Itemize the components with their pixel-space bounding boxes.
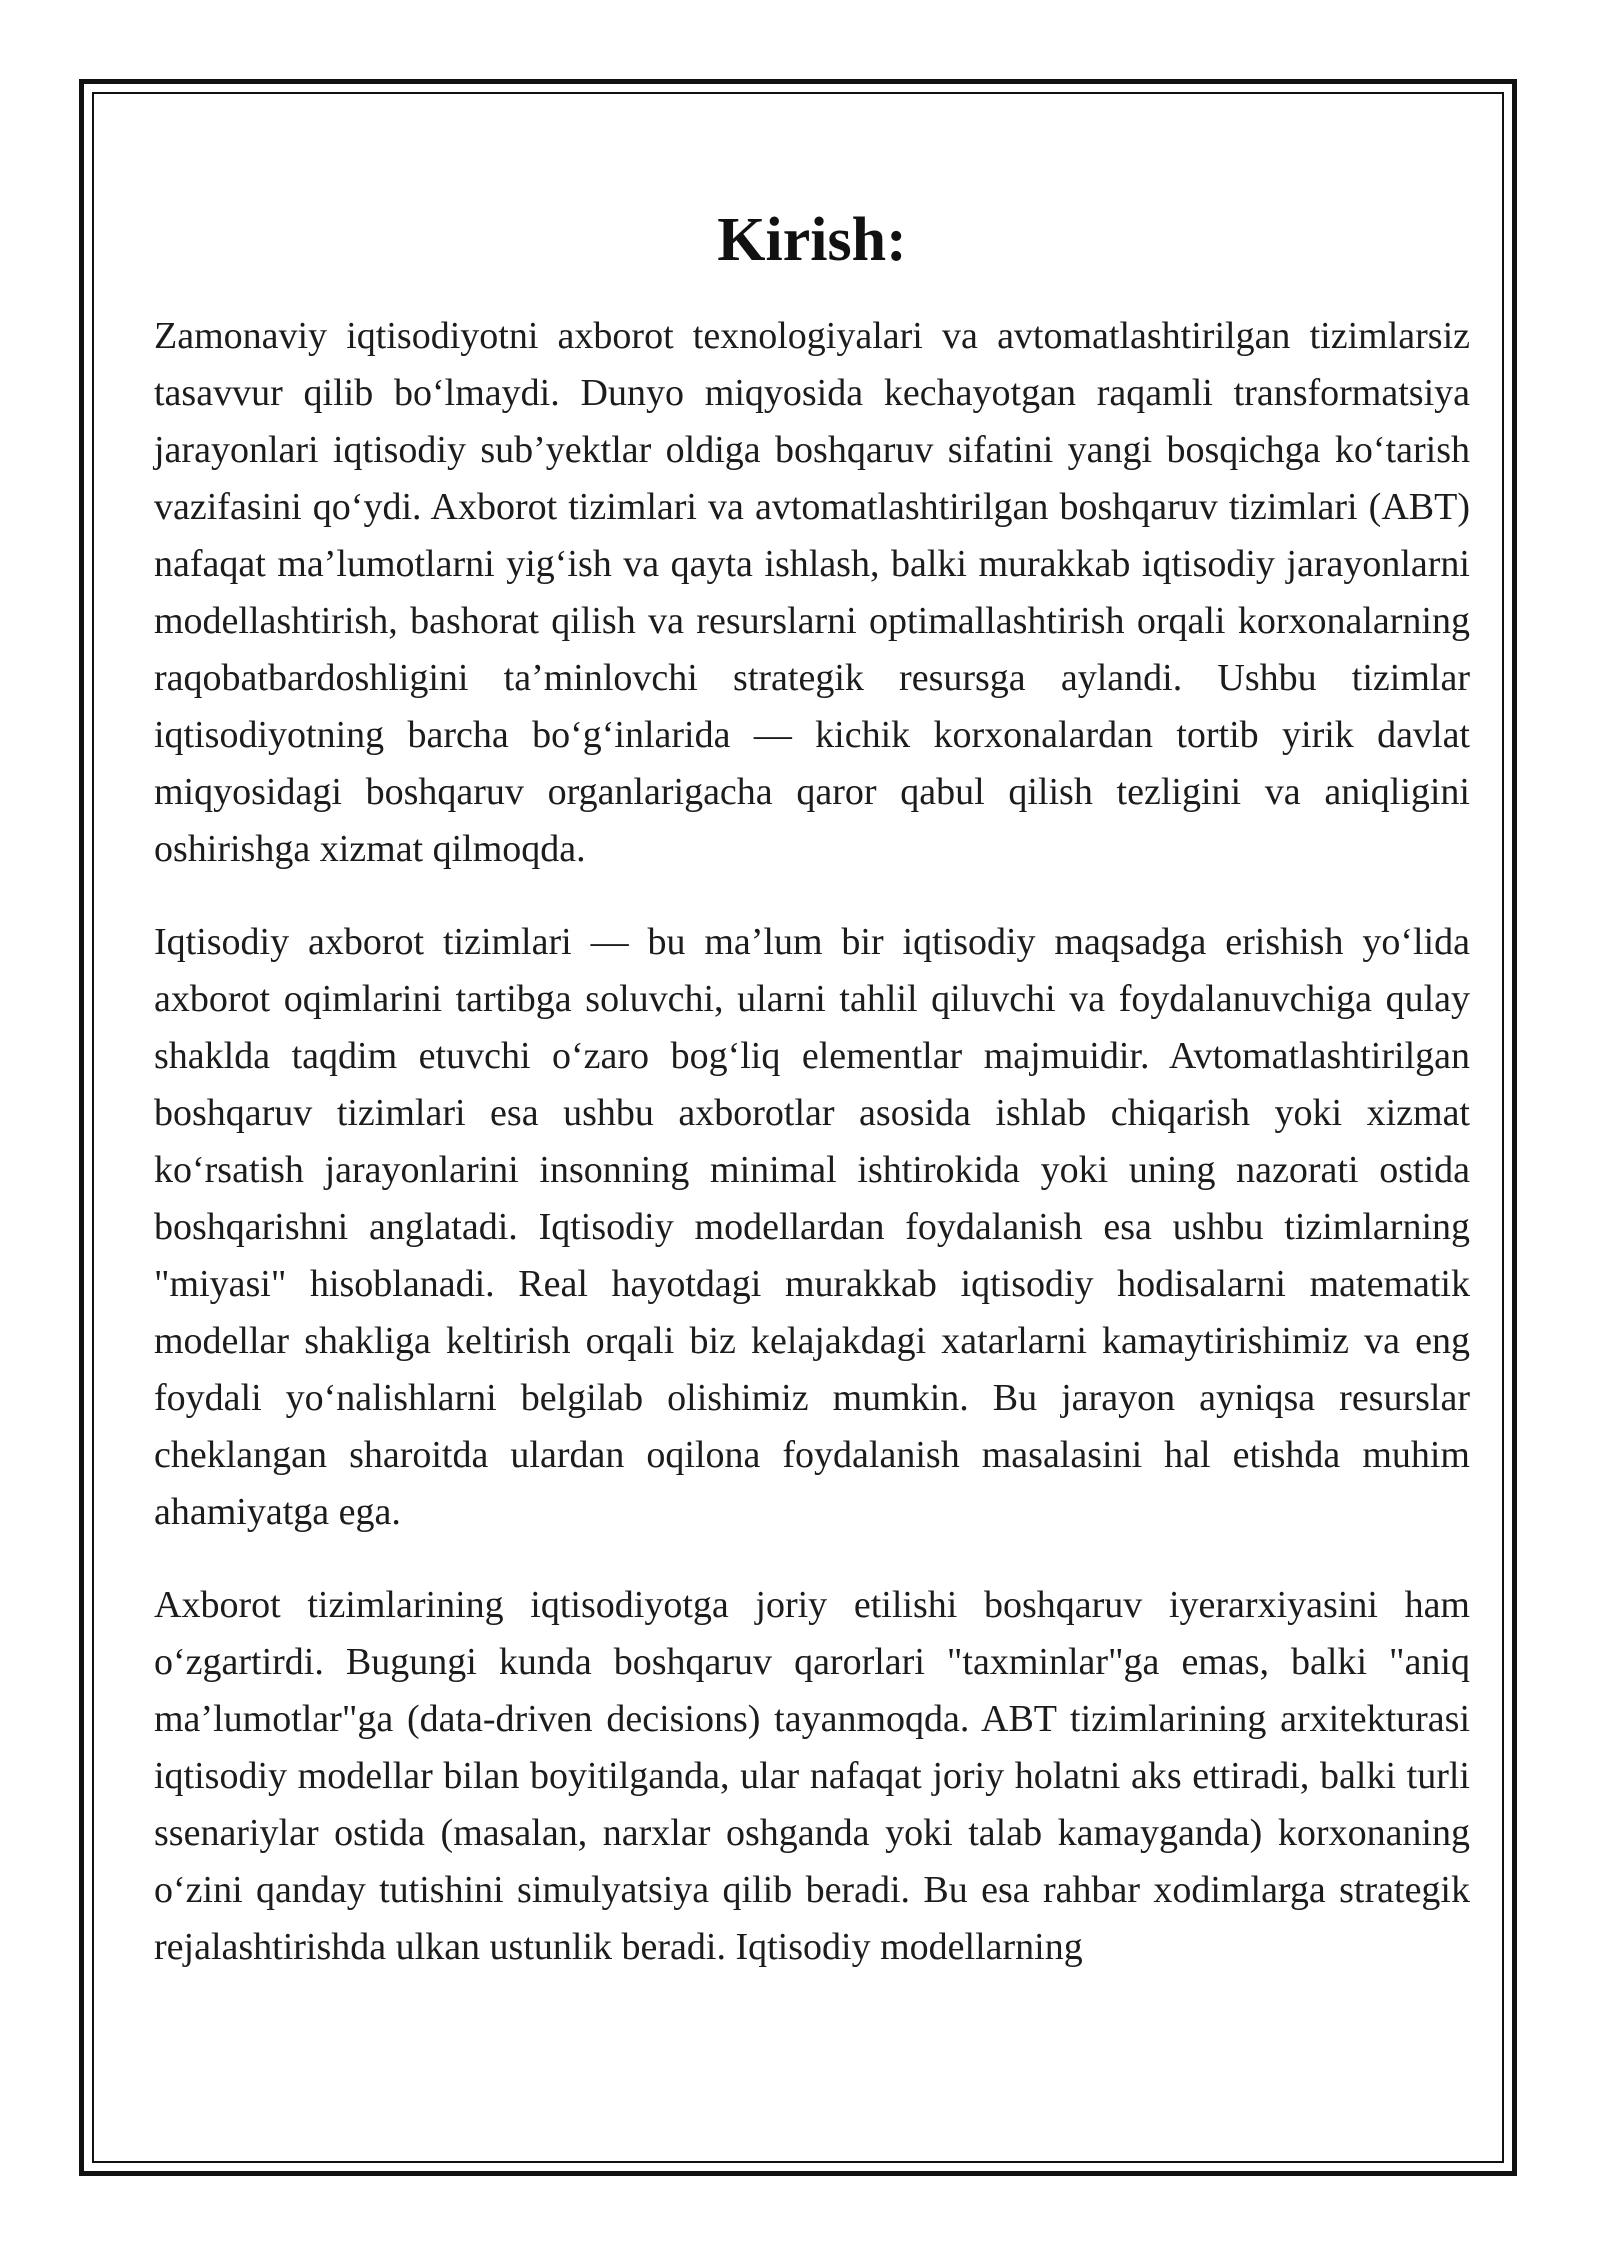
- paragraph-3: Axborot tizimlarining iqtisodiyotga joriy etilishi boshqaruv iyerarxiyasini ham o‘zgartirdi. Bugungi kunda boshqaruv qarorlari "taxminlar"ga emas, balki "aniq ma’lumotlar"ga (data-driven decisions) tayanmoqda. ABT tizimlarining arxitekturasi iqtisodiy modellar bilan boyitilganda, ular nafaqat joriy holatni aks ettiradi, balki turli ssenariylar ostida (masalan, narxlar oshganda yoki talab kamayganda) korxonaning o‘zini qanday tutishini simulyatsiya qilib beradi. Bu esa rahbar xodimlarga strategik rejalashtirishda ulkan ustunlik beradi. Iqtisodiy modellarning: [154, 1584, 1470, 1968]
- paragraph-1: Zamonaviy iqtisodiyotni axborot texnologiyalari va avtomatlashtirilgan tizimlarsiz tasavvur qilib bo‘lmaydi. Dunyo miqyosida kechayotgan raqamli transformatsiya jarayonlari iqtisodiy sub’yektlar oldiga boshqaruv sifatini yangi bosqichga ko‘tarish vazifasini qo‘ydi. Axborot tizimlari va avtomatlashtirilgan boshqaruv tizimlari (ABT) nafaqat ma’lumotlarni yig‘ish va qayta ishlash, balki murakkab iqtisodiy jarayonlarni modellashtirish, bashorat qilish va resurslarni optimallashtirish orqali korxonalarning raqobatbardoshligini ta’minlovchi strategik resursga aylandi. Ushbu tizimlar iqtisodiyotning barcha bo‘g‘inlarida — kichik korxonalardan tortib yirik davlat miqyosidagi boshqaruv organlarigacha qaror qabul qilish tezligini va aniqligini oshirishga xizmat qilmoqda.: [154, 315, 1470, 870]
- document-title: Kirish:: [717, 206, 907, 274]
- document-body: [154, 200, 1470, 2012]
- paragraph-2: Iqtisodiy axborot tizimlari — bu ma’lum bir iqtisodiy maqsadga erishish yo‘lida axborot oqimlarini tartibga soluvchi, ularni tahlil qiluvchi va foydalanuvchiga qulay shaklda taqdim etuvchi o‘zaro bog‘liq elementlar majmuidir. Avtomatlashtirilgan boshqaruv tizimlari esa ushbu axborotlar asosida ishlab chiqarish yoki xizmat ko‘rsatish jarayonlarini insonning minimal ishtirokida yoki uning nazorati ostida boshqarishni anglatadi. Iqtisodiy modellardan foydalanish esa ushbu tizimlarning "miyasi" hisoblanadi. Real hayotdagi murakkab iqtisodiy hodisalarni matematik modellar shakliga keltirish orqali biz kelajakdagi xatarlarni kamaytirishimiz va eng foydali yo‘nalishlarni belgilab olishimiz mumkin. Bu jarayon ayniqsa resurslar cheklangan sharoitda ulardan oqilona foydalanish masalasini hal etishda muhim ahamiyatga ega.: [154, 921, 1470, 1533]
